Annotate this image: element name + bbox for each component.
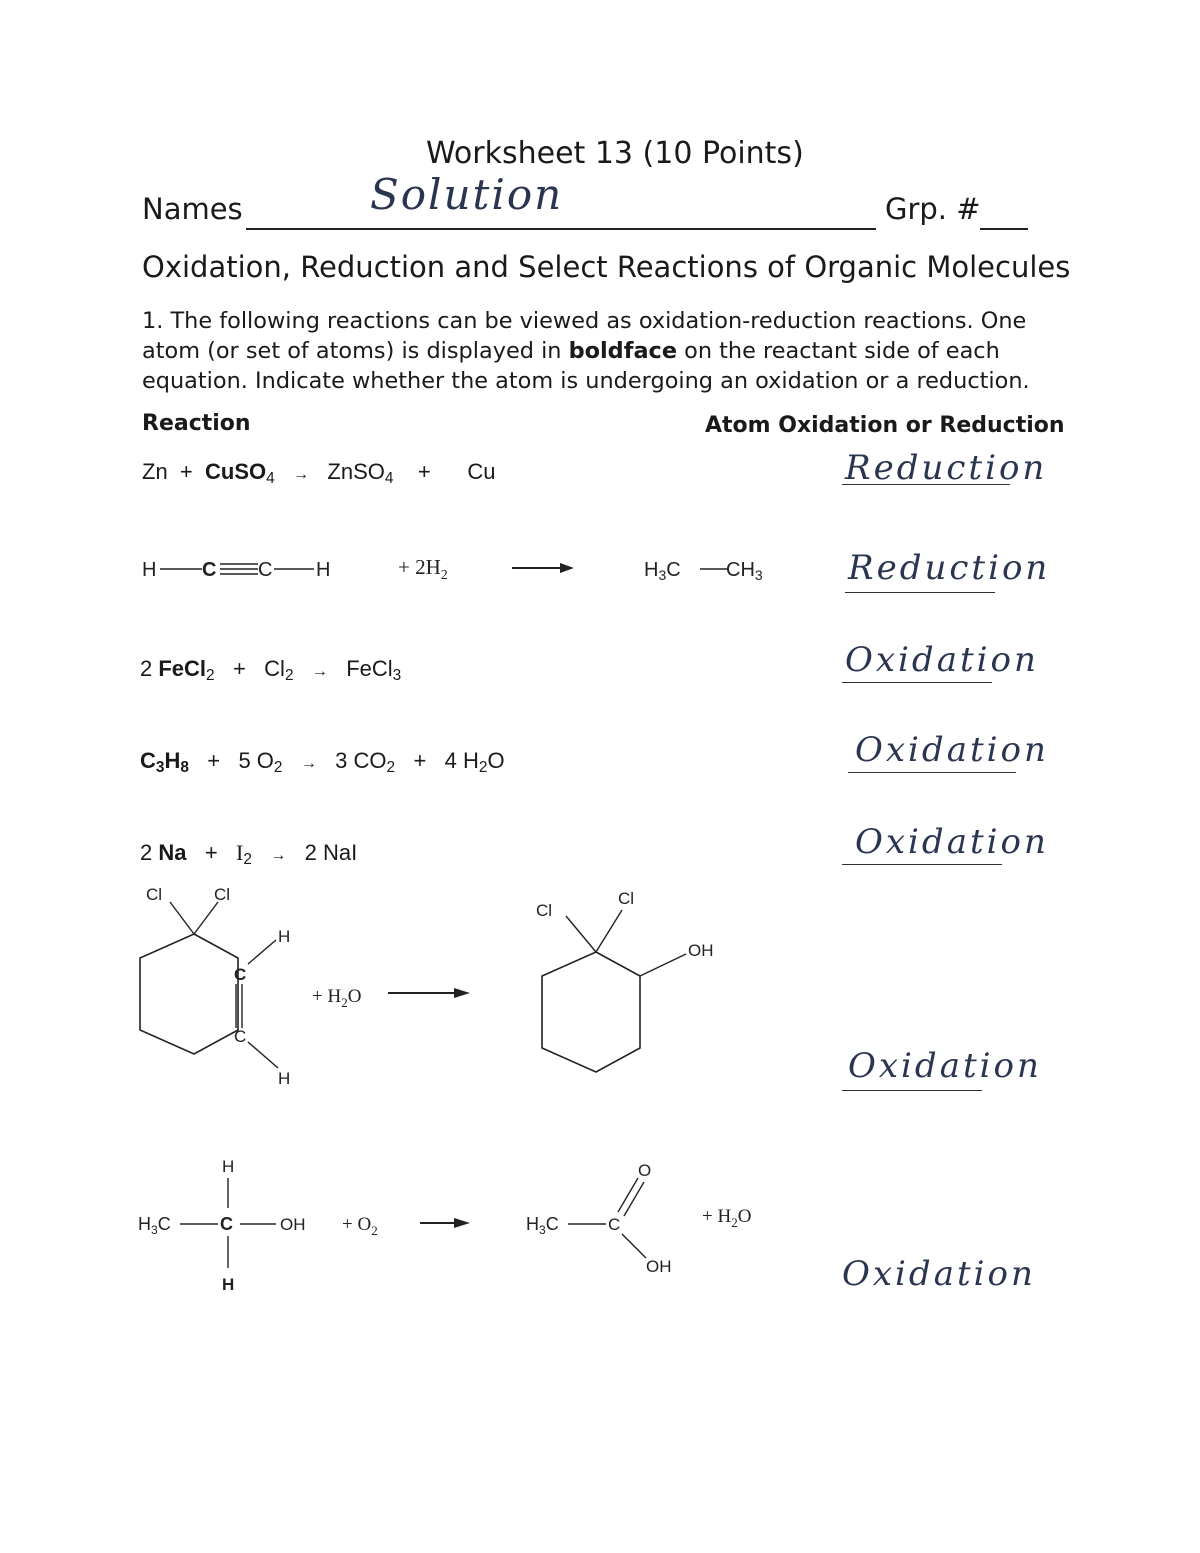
- atom-h-right: H: [316, 559, 331, 581]
- atom-h-left: H: [142, 559, 157, 581]
- cl-label-3: Cl: [536, 901, 553, 920]
- cyclohexanol-ring: [542, 952, 640, 1072]
- h3c-ethanol: $H_3C$: [138, 1214, 171, 1237]
- answer-line-5: [842, 864, 1002, 865]
- group-label: Grp. #: [885, 192, 981, 226]
- h-top: H: [278, 927, 291, 946]
- plus-2h2: + $2H_2$: [398, 555, 448, 583]
- oh-acid: OH: [646, 1257, 672, 1276]
- answer-6[interactable]: Oxidation: [848, 1046, 1042, 1086]
- c-bold-1: C: [234, 965, 247, 984]
- answer-line-3: [842, 682, 992, 683]
- question-instructions: 1. The following reactions can be viewed as oxidation-reduction reactions. One atom (or set of atoms) is displayed in boldface on the reactant side of each equation. Indicate whether the atom is undergoing an oxidation or a reduction.: [142, 308, 1030, 394]
- svg-text:+ H2O: + $H_2O$: [702, 1206, 752, 1230]
- oh-ethanol: OH: [280, 1215, 306, 1234]
- answer-line-1: [842, 484, 1010, 485]
- group-line[interactable]: [980, 228, 1028, 230]
- oh-label: OH: [688, 941, 714, 960]
- atom-c-bold: C: [202, 559, 217, 581]
- answer-3[interactable]: Oxidation: [845, 640, 1039, 680]
- atom-c-right: C: [258, 559, 273, 581]
- worksheet-title: Worksheet 13 (10 Points): [426, 136, 804, 171]
- reaction-6-structure: [130, 880, 790, 1090]
- svg-text:+ H2O: + $H_2O$: [312, 986, 362, 1010]
- reaction-5: 2 Na + $I_2$ → 2 NaI: [140, 840, 358, 868]
- reaction-3: 2 FeCl$_2$ + $Cl_2$ → FeCl$_3$: [140, 656, 402, 684]
- reaction-column-header: Reaction: [142, 411, 251, 436]
- cyclohexene-ring: [140, 934, 238, 1054]
- names-value[interactable]: Solution: [370, 170, 564, 219]
- o-carbonyl: O: [638, 1161, 652, 1180]
- reaction-7-structure: [130, 1150, 790, 1300]
- h-bottom: H: [278, 1069, 291, 1088]
- cl-label-4: Cl: [618, 889, 635, 908]
- reaction-1: Zn + CuSO$_4$ → ZnSO$_4$ + Cu: [142, 459, 496, 487]
- h-bottom-ethanol: H: [222, 1275, 235, 1294]
- reaction-2-structure: [140, 548, 780, 588]
- answer-4[interactable]: Oxidation: [855, 730, 1049, 770]
- h-top-ethanol: H: [222, 1157, 235, 1176]
- answer-2[interactable]: Reduction: [848, 548, 1051, 588]
- answer-line-4: [848, 772, 1016, 773]
- names-line: [246, 228, 876, 230]
- c-acid: C: [608, 1215, 621, 1234]
- answer-line-2: [845, 592, 995, 593]
- h3c-acid: $H_3C$: [526, 1214, 559, 1237]
- reaction-4: $C_3H_8$ + 5 $O_2$ → 3 $CO_2$ + 4 $H_2O$: [140, 748, 505, 776]
- answer-5[interactable]: Oxidation: [855, 822, 1049, 862]
- ethane-formula: $H_3C$: [644, 559, 681, 583]
- svg-text:CH3: $CH_3$: [726, 559, 763, 583]
- answer-7[interactable]: Oxidation: [842, 1254, 1036, 1294]
- c-bold-2: C: [234, 1027, 247, 1046]
- answer-column-header: Atom Oxidation or Reduction: [705, 413, 1065, 438]
- cl-label-2: Cl: [214, 885, 231, 904]
- answer-1[interactable]: Reduction: [845, 448, 1048, 488]
- c-bold-ethanol: C: [220, 1214, 233, 1234]
- names-label: Names: [142, 192, 243, 226]
- cl-label-1: Cl: [146, 885, 163, 904]
- worksheet-subtitle: Oxidation, Reduction and Select Reactions of Organic Molecules: [142, 250, 1071, 284]
- svg-text:+ O2: + $O_2$: [342, 1214, 378, 1238]
- answer-line-6: [842, 1090, 982, 1091]
